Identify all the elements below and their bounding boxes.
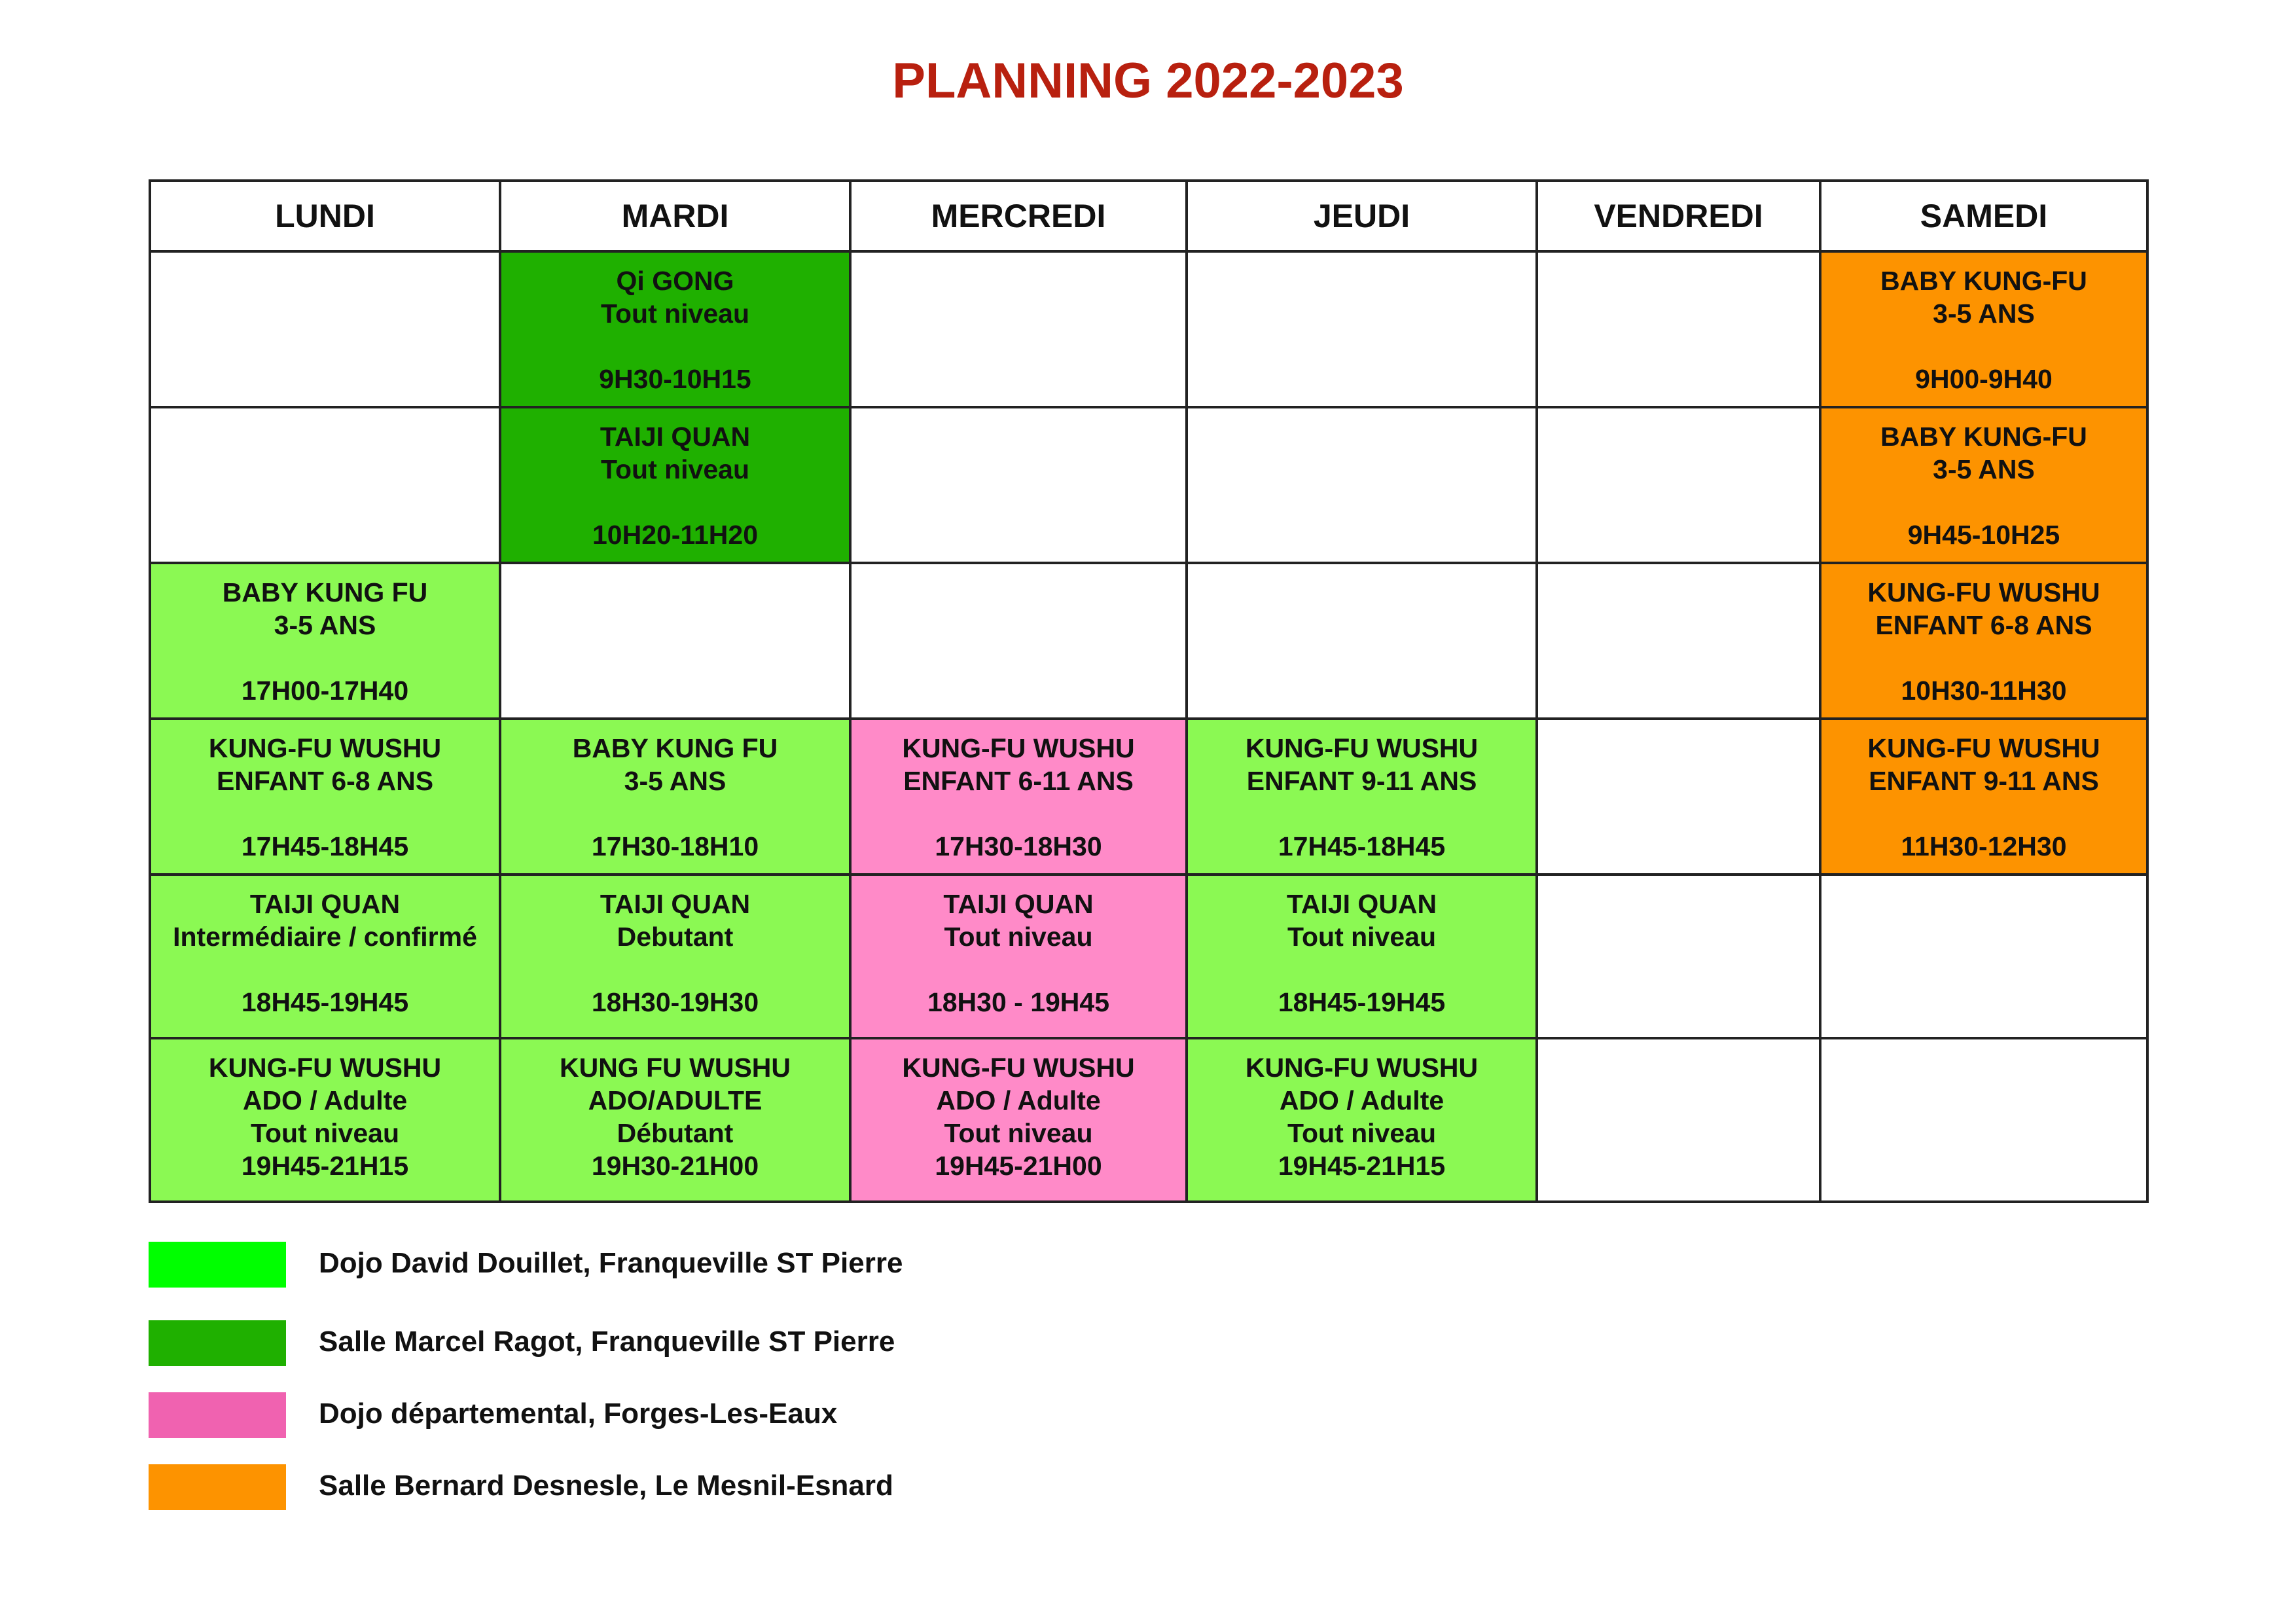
class-time: 18H30-19H30 [591,987,759,1017]
class-level: ADO/ADULTE [588,1085,762,1115]
class-level: 3-5 ANS [1933,298,2035,329]
class-cell-lundi [150,719,500,875]
class-time: 17H00-17H40 [241,676,409,706]
class-level: ENFANT 9-11 ANS [1869,766,2099,796]
legend-swatch [149,1320,286,1366]
class-time: 19H45-21H15 [241,1151,409,1181]
page-title: PLANNING 2022-2023 [892,53,1404,109]
line-spacer [852,797,1185,830]
schedule-row [150,251,2147,407]
line-spacer [1821,330,2146,363]
schedule-row [150,563,2147,719]
line-spacer [501,953,849,986]
empty-cell-vendredi [1537,563,1820,719]
line-spacer [501,486,849,518]
class-name: BABY KUNG FU [572,733,778,763]
class-time: 17H45-18H45 [1278,831,1446,861]
class-name: TAIJI QUAN [1286,889,1437,919]
empty-cell-samedi [1820,1038,2147,1202]
class-name: TAIJI QUAN [249,889,401,919]
day-header-mercredi: MERCREDI [850,181,1187,251]
class-level: Tout niveau [944,1118,1093,1148]
line-spacer [151,641,499,674]
class-cell-samedi [1820,407,2147,563]
empty-cell-vendredi [1537,251,1820,407]
empty-cell-mardi [500,563,850,719]
class-time: 18H45-19H45 [1278,987,1446,1017]
class-cell-mardi [500,875,850,1038]
class-level: ADO / Adulte [1279,1085,1444,1115]
class-name: KUNG FU WUSHU [559,1053,791,1083]
class-level: Tout niveau [1287,922,1437,952]
class-cell-lundi [150,1038,500,1202]
class-level: 3-5 ANS [624,766,726,796]
class-info [151,720,499,863]
class-level: Debutant [617,922,734,952]
empty-cell-mercredi [850,407,1187,563]
class-cell-mercredi [850,1038,1187,1202]
class-name: TAIJI QUAN [600,889,751,919]
class-level: Intermédiaire / confirmé [173,922,477,952]
class-info [852,876,1185,1019]
empty-cell-jeudi [1187,563,1537,719]
class-name: KUNG-FU WUSHU [1245,1053,1479,1083]
legend-label: Salle Marcel Ragot, Franqueville ST Pierre [319,1326,895,1358]
class-level: 3-5 ANS [274,610,376,640]
legend-swatch [149,1242,286,1288]
class-cell-samedi [1820,719,2147,875]
day-header-jeudi: JEUDI [1187,181,1537,251]
class-name: Qi GONG [616,266,734,296]
class-name: BABY KUNG-FU [1880,422,2087,452]
class-time: 17H45-18H45 [241,831,409,861]
header-row [150,181,2147,251]
class-name: TAIJI QUAN [600,422,751,452]
schedule-row [150,407,2147,563]
class-time: 17H30-18H30 [935,831,1102,861]
schedule-row [150,875,2147,1038]
class-cell-jeudi [1187,1038,1537,1202]
class-info [501,408,849,551]
class-cell-samedi [1820,251,2147,407]
class-info [151,876,499,1019]
class-info [151,564,499,707]
class-cell-lundi [150,563,500,719]
day-header-mardi: MARDI [500,181,850,251]
class-time: 18H45-19H45 [241,987,409,1017]
class-level: 3-5 ANS [1933,454,2035,484]
day-header-samedi: SAMEDI [1820,181,2147,251]
legend-label: Salle Bernard Desnesle, Le Mesnil-Esnard [319,1470,893,1502]
class-level: Tout niveau [250,1118,400,1148]
legend-item [149,1320,1458,1366]
class-cell-mardi [500,407,850,563]
legend-swatch [149,1392,286,1438]
class-info [501,876,849,1019]
schedule-row [150,719,2147,875]
class-cell-mardi [500,719,850,875]
class-info [1821,564,2146,707]
class-time: 19H45-21H15 [1278,1151,1446,1181]
line-spacer [1821,797,2146,830]
legend-item [149,1392,1458,1438]
class-name: BABY KUNG FU [222,577,428,607]
class-info [1188,720,1535,863]
schedule-row [150,1038,2147,1202]
empty-cell-lundi [150,407,500,563]
class-info [1821,720,2146,863]
line-spacer [151,797,499,830]
schedule-table [149,179,2149,1203]
class-info [1821,408,2146,551]
class-info [852,720,1185,863]
class-info [151,1039,499,1182]
class-cell-mercredi [850,719,1187,875]
line-spacer [1821,486,2146,518]
empty-cell-vendredi [1537,719,1820,875]
class-name: KUNG-FU WUSHU [902,733,1135,763]
legend-item [149,1242,1458,1288]
class-level: Débutant [617,1118,734,1148]
empty-cell-mercredi [850,251,1187,407]
class-name: KUNG-FU WUSHU [1867,577,2100,607]
empty-cell-vendredi [1537,1038,1820,1202]
class-time: 9H45-10H25 [1907,520,2060,550]
class-cell-mercredi [850,875,1187,1038]
class-name: TAIJI QUAN [943,889,1094,919]
line-spacer [1188,953,1535,986]
class-cell-jeudi [1187,875,1537,1038]
class-info [1188,1039,1535,1182]
class-cell-mardi [500,1038,850,1202]
empty-cell-vendredi [1537,875,1820,1038]
class-time: 17H30-18H10 [591,831,759,861]
class-level: ADO / Adulte [936,1085,1101,1115]
class-time: 9H30-10H15 [599,364,751,394]
class-level: ENFANT 9-11 ANS [1246,766,1477,796]
class-time: 10H20-11H20 [592,520,759,550]
class-info [852,1039,1185,1182]
class-name: KUNG-FU WUSHU [1245,733,1479,763]
class-time: 11H30-12H30 [1901,831,2067,861]
day-header-lundi: LUNDI [150,181,500,251]
legend-item [149,1464,1458,1510]
class-level: Tout niveau [1287,1118,1437,1148]
class-level: Tout niveau [600,298,750,329]
legend-label: Dojo départemental, Forges-Les-Eaux [319,1398,838,1430]
empty-cell-samedi [1820,875,2147,1038]
class-time: 9H00-9H40 [1915,364,2053,394]
class-level: Tout niveau [600,454,750,484]
line-spacer [501,330,849,363]
class-level: ENFANT 6-8 ANS [1875,610,2092,640]
class-info [1188,876,1535,1019]
empty-cell-jeudi [1187,407,1537,563]
class-info [501,253,849,395]
class-cell-mardi [500,251,850,407]
class-name: KUNG-FU WUSHU [208,733,442,763]
class-cell-jeudi [1187,719,1537,875]
legend-swatch [149,1464,286,1510]
class-time: 18H30 - 19H45 [927,987,1110,1017]
class-name: BABY KUNG-FU [1880,266,2087,296]
empty-cell-vendredi [1537,407,1820,563]
class-info [1821,253,2146,395]
empty-cell-mercredi [850,563,1187,719]
line-spacer [852,953,1185,986]
empty-cell-lundi [150,251,500,407]
line-spacer [151,953,499,986]
class-name: KUNG-FU WUSHU [902,1053,1135,1083]
class-time: 10H30-11H30 [1901,676,2067,706]
empty-cell-jeudi [1187,251,1537,407]
class-level: ENFANT 6-8 ANS [216,766,434,796]
class-info [501,720,849,863]
class-time: 19H45-21H00 [935,1151,1102,1181]
legend-label: Dojo David Douillet, Franqueville ST Pierre [319,1247,903,1279]
day-header-vendredi: VENDREDI [1537,181,1820,251]
line-spacer [1188,797,1535,830]
class-cell-lundi [150,875,500,1038]
line-spacer [1821,641,2146,674]
class-info [501,1039,849,1182]
class-level: Tout niveau [944,922,1093,952]
class-time: 19H30-21H00 [591,1151,759,1181]
line-spacer [501,797,849,830]
class-level: ENFANT 6-11 ANS [903,766,1134,796]
class-name: KUNG-FU WUSHU [1867,733,2100,763]
class-cell-samedi [1820,563,2147,719]
class-name: KUNG-FU WUSHU [208,1053,442,1083]
class-level: ADO / Adulte [242,1085,408,1115]
